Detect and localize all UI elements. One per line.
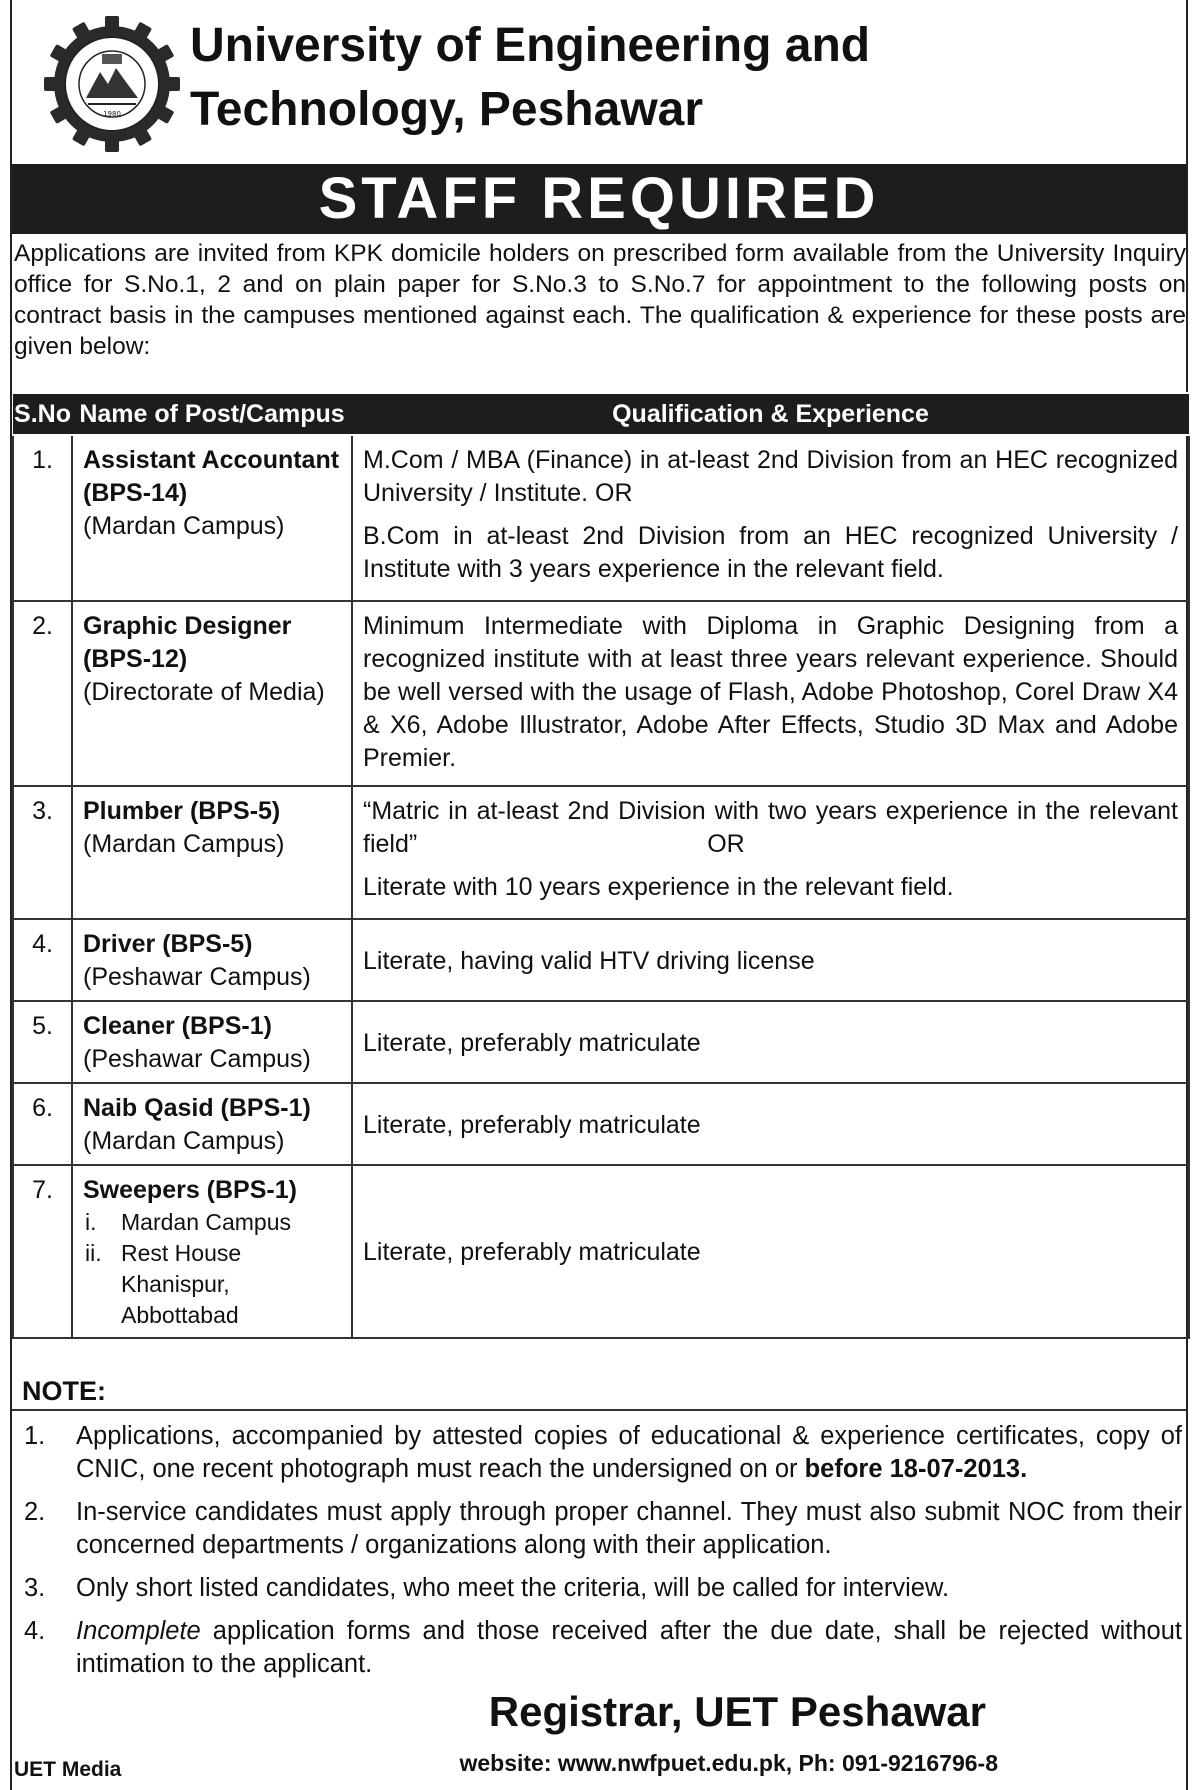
note-number: 3. (24, 1574, 46, 1602)
note-item (12, 1420, 1182, 1486)
note-number: 2. (24, 1498, 46, 1526)
table-row (13, 786, 1189, 919)
qualification-option-1: Literate, preferably matriculate (363, 1110, 701, 1139)
row-sno: 2. (13, 601, 72, 786)
header-qualification: Qualification & Experience (352, 393, 1189, 435)
post-campus: (Mardan Campus) (83, 512, 285, 540)
row-qualification (352, 1083, 1189, 1165)
note-number: 1. (24, 1422, 46, 1450)
university-name-line1: University of Engineering and (190, 19, 871, 72)
post-name: Graphic Designer (BPS-12) (83, 612, 292, 673)
row-post-cell (72, 919, 352, 1001)
row-sno: 3. (13, 786, 72, 919)
header-sno: S.No (13, 393, 72, 435)
post-campus: (Peshawar Campus) (83, 1045, 311, 1073)
post-campus: (Mardan Campus) (83, 830, 285, 858)
table-row (13, 601, 1189, 786)
list-item-number: ii. (85, 1240, 102, 1266)
table-header-row (13, 393, 1189, 435)
list-item-text: Mardan Campus (121, 1209, 292, 1235)
post-name: Assistant Accountant (BPS-14) (83, 446, 340, 507)
table-row (13, 919, 1189, 1001)
list-item (83, 1238, 341, 1331)
note-text: In-service candidates must apply through proper channel. They must also submit NOC from their concerned departments / organizations along with their application. (76, 1498, 1182, 1559)
note-number: 4. (24, 1617, 46, 1645)
table-row (13, 1165, 1189, 1338)
post-name: Driver (BPS-5) (83, 930, 253, 958)
qualification-option-1: Literate, preferably matriculate (363, 1028, 701, 1057)
qualification-option-1: M.Com / MBA (Finance) in at-least 2nd Division from an HEC recognized University / Institute. OR (363, 446, 1178, 507)
header (12, 0, 1186, 164)
row-post-cell (72, 1165, 352, 1338)
notes-list (12, 1420, 1182, 1691)
list-item-text: Rest House Khanispur, Abbottabad (121, 1240, 242, 1328)
qualification-option-2: Literate with 10 years experience in the relevant field. (363, 873, 954, 901)
row-post-cell (72, 435, 352, 601)
staff-required-banner (12, 164, 1186, 234)
post-campus: (Peshawar Campus) (83, 963, 311, 991)
row-post-cell (72, 1001, 352, 1083)
row-qualification (352, 601, 1189, 786)
note-deadline: before 18-07-2013. (804, 1455, 1028, 1483)
row-qualification (352, 1001, 1189, 1083)
banner-title: STAFF REQUIRED (318, 166, 880, 231)
registrar-signature: Registrar, UET Peshawar (488, 1688, 986, 1735)
row-sno: 6. (13, 1083, 72, 1165)
row-qualification (352, 786, 1189, 919)
posts-table (12, 392, 1190, 1339)
divider (12, 1409, 1186, 1411)
list-item-number: i. (85, 1209, 97, 1235)
university-name-line2: Technology, Peshawar (190, 83, 704, 136)
row-qualification (352, 919, 1189, 1001)
table-row (13, 1001, 1189, 1083)
uet-gear-seal-icon (42, 14, 182, 154)
note-text: Applications, accompanied by attested copies of educational & experience certificates, copy of CNIC, one recent photograph must reach the undersigned on or (76, 1422, 1182, 1483)
post-name: Plumber (BPS-5) (83, 797, 281, 825)
row-post-cell (72, 601, 352, 786)
note-title: NOTE: (22, 1376, 106, 1406)
post-campus: (Directorate of Media) (83, 678, 325, 706)
row-sno: 7. (13, 1165, 72, 1338)
website-contact: website: www.nwfpuet.edu.pk, Ph: 091-9216796-8 (459, 1750, 998, 1776)
note-text: Only short listed candidates, who meet the criteria, will be called for interview. (76, 1574, 950, 1602)
intro-paragraph: Applications are invited from KPK domicile holders on prescribed form available from the University Inquiry office for S.No.1, 2 and on plain paper for S.No.3 to S.No.7 for appointment to the following posts on contract basis in the campuses mentioned against each. The qualification & experience for these posts are given below: (14, 240, 1186, 360)
note-item (12, 1615, 1182, 1681)
qualification-text: “Matric in at-least 2nd Division with two years experience in the relevant field” (363, 797, 1178, 858)
header-post: Name of Post/Campus (72, 393, 352, 435)
media-credit: UET Media (14, 1758, 122, 1781)
list-item (83, 1207, 341, 1238)
qualification-or: OR (707, 830, 745, 858)
note-item (12, 1496, 1182, 1562)
row-qualification (352, 435, 1189, 601)
row-sno: 1. (13, 435, 72, 601)
row-sno: 4. (13, 919, 72, 1001)
table-row (13, 1083, 1189, 1165)
qualification-option-1 (363, 795, 1178, 861)
qualification-option-1: Minimum Intermediate with Diploma in Graphic Designing from a recognized institute with at least three years relevant experience. Should be well versed with the usage of Flash, Adobe Photoshop, Corel Draw X4 & X6, Adobe Illustrator, Adobe After Effects, Studio 3D Max and Adobe Premier. (363, 612, 1178, 772)
table-row (13, 435, 1189, 601)
note-italic-word: Incomplete (76, 1617, 201, 1645)
row-qualification (352, 1165, 1189, 1338)
qualification-option-1: Literate, preferably matriculate (363, 1238, 701, 1266)
university-name (190, 14, 990, 142)
note-item (12, 1572, 1182, 1605)
note-text: application forms and those received after the due date, shall be rejected without intimation to the applicant. (76, 1617, 1182, 1678)
post-name: Cleaner (BPS-1) (83, 1012, 272, 1040)
post-name: Sweepers (BPS-1) (83, 1176, 297, 1204)
row-post-cell (72, 786, 352, 919)
post-name: Naib Qasid (BPS-1) (83, 1094, 311, 1122)
sweeper-campus-list (83, 1207, 341, 1331)
row-sno: 5. (13, 1001, 72, 1083)
svg-text:1980: 1980 (103, 110, 121, 118)
row-post-cell (72, 1083, 352, 1165)
advertisement-page (10, 0, 1188, 1790)
qualification-option-2: B.Com in at-least 2nd Division from an HEC recognized University / Institute with 3 years experience in the relevant field. (363, 522, 1178, 583)
qualification-option-1: Literate, having valid HTV driving license (363, 946, 815, 975)
post-campus: (Mardan Campus) (83, 1127, 285, 1155)
